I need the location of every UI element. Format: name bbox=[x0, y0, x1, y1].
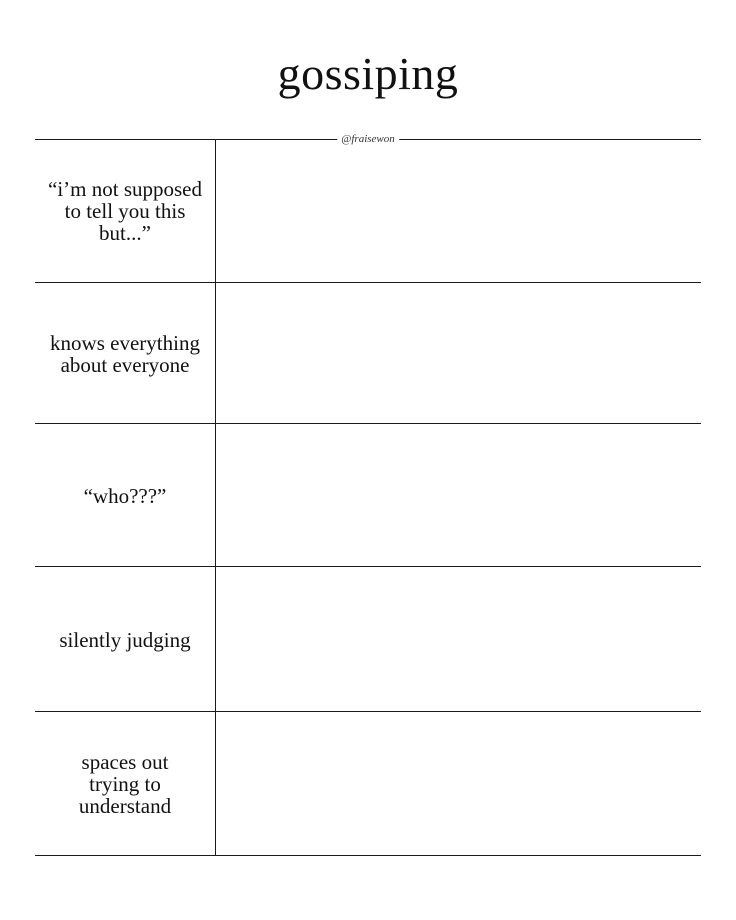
row-label: “i’m not supposed to tell you this but...” bbox=[48, 177, 202, 245]
row-empty-cell[interactable] bbox=[217, 139, 701, 283]
chart-row bbox=[35, 567, 701, 712]
row-label-cell bbox=[35, 283, 215, 424]
row-divider bbox=[35, 855, 701, 856]
chart-row bbox=[35, 283, 701, 424]
chart-row bbox=[35, 139, 701, 283]
chart-row bbox=[35, 712, 701, 856]
row-empty-cell[interactable] bbox=[217, 283, 701, 424]
row-label: “who???” bbox=[83, 483, 167, 508]
row-label: knows everything about everyone bbox=[50, 330, 200, 377]
chart-row bbox=[35, 424, 701, 567]
row-empty-cell[interactable] bbox=[217, 712, 701, 856]
row-empty-cell[interactable] bbox=[217, 424, 701, 567]
row-label-cell bbox=[35, 567, 215, 712]
row-label-cell bbox=[35, 712, 215, 856]
alignment-chart-table bbox=[35, 133, 701, 856]
row-empty-cell[interactable] bbox=[217, 567, 701, 712]
row-label-cell bbox=[35, 139, 215, 283]
row-label: silently judging bbox=[59, 627, 191, 652]
page-title: gossiping bbox=[277, 48, 459, 99]
row-label-cell bbox=[35, 424, 215, 567]
row-label: spaces out trying to understand bbox=[78, 750, 172, 818]
credit-watermark: @fraisewon bbox=[337, 131, 399, 147]
